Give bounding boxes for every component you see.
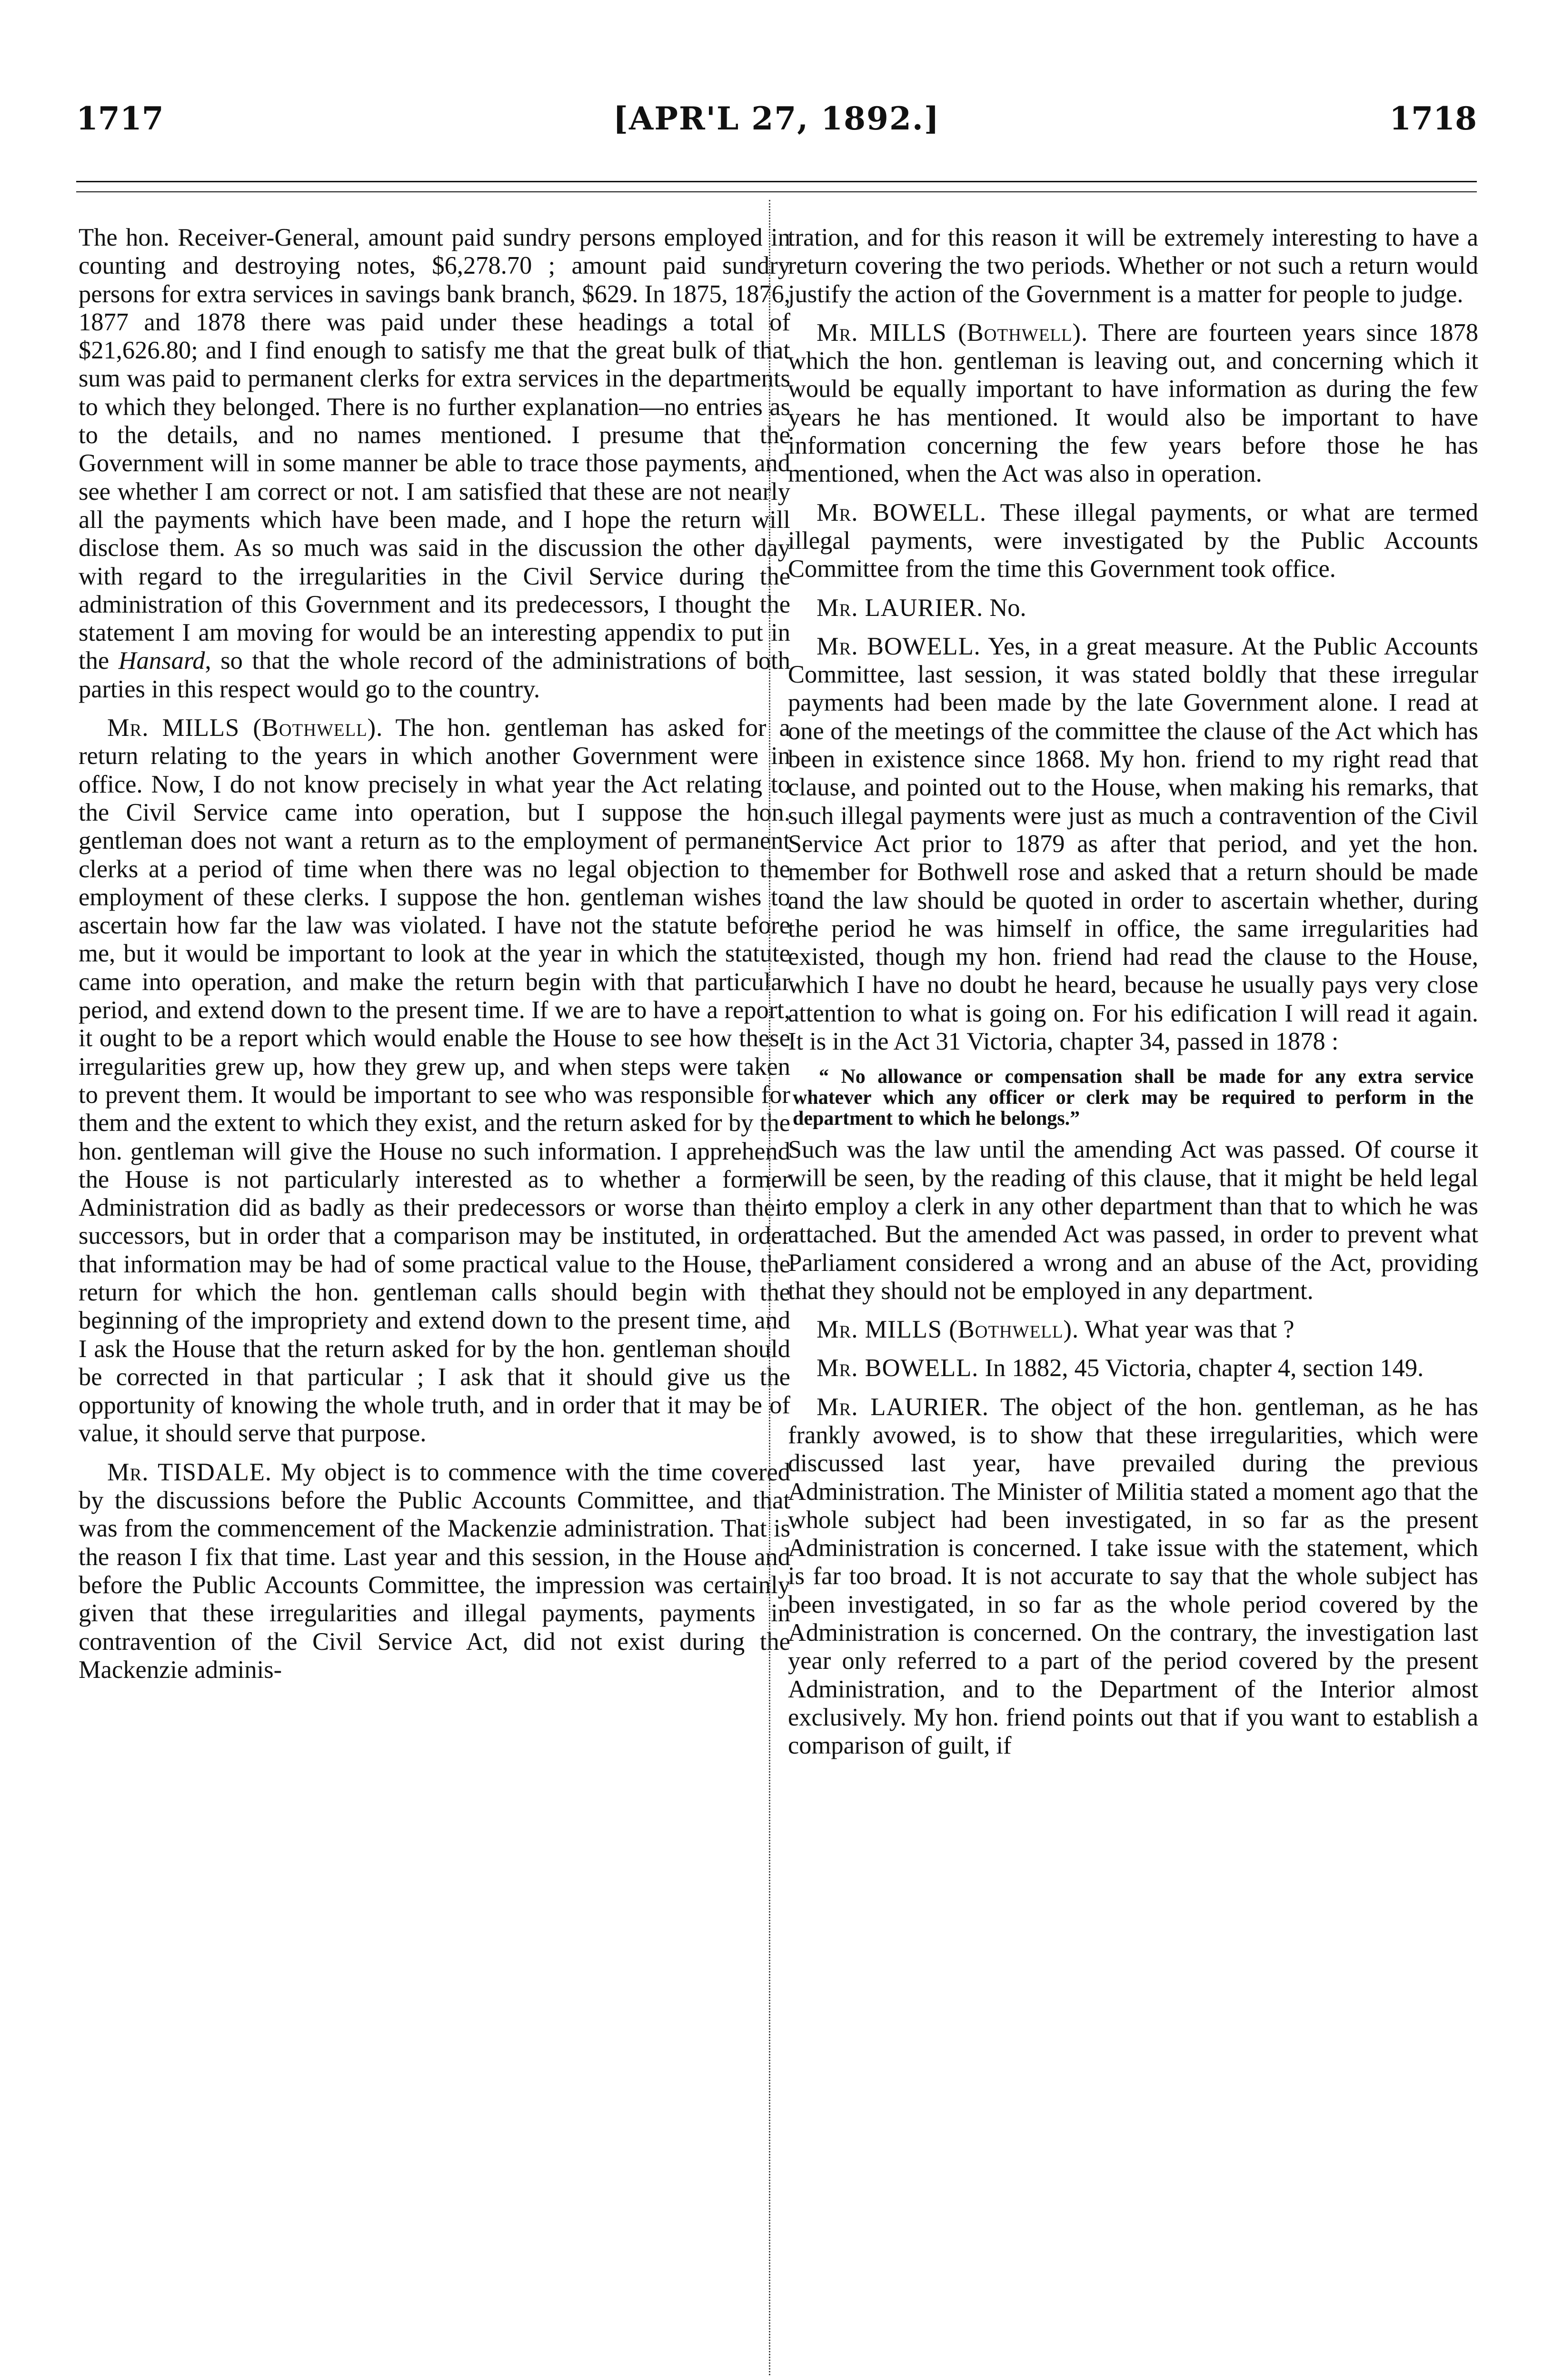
speaker-name: Mr. BOWELL. [816, 1354, 979, 1382]
page-number-left: 1717 [76, 100, 164, 137]
header-rule-top [76, 181, 1477, 182]
paragraph: Mr. MILLS (Bothwell). What year was that ? [816, 1316, 1294, 1344]
quoted-clause: “ No allowance or compensation shall be made for any extra service whatever which any officer or clerk may be required to perform in the department to which he belongs.” [793, 1066, 1473, 1130]
paragraph: Mr. BOWELL. Yes, in a great measure. At the Public Accounts Committee, last session, it was stated boldly that these irregular payments had been made by the late Government alone. I read at one of the meetings of the committee the clause of the Act which has been in existence since 1868. My hon. friend to my right read that clause, and pointed out to the House, when making his remarks, that such illegal payments were just as much a contravention of the Civil Service Act prior to 1879 as after that period, and yet the hon. member for Bothwell rose and asked that a return should be made and the law should be quoted in order to ascertain whether, during the period he was himself in office, the same irregularities had existed, though my hon. friend had read the clause to the House, which I have no doubt he heard, because he usually pays very close attention to what is going on. For his edification I will read it again. It is in the Act 31 Victoria, chapter 34, passed in 1878 : [788, 632, 1478, 1056]
paragraph: Such was the law until the amending Act was passed. Of course it will be seen, by the reading of this clause, that it might be held legal to employ a clerk in any other department than that to which he was attached. But the amended Act was passed, in order to prevent what Parliament considered a wrong and an abuse of the Act, providing that they should not be employed in any department. [788, 1136, 1478, 1305]
paragraph: Mr. MILLS (Bothwell). The hon. gentleman has asked for a return relating to the years in which another Government were in office. Now, I do not know precisely in what year the Act relating to the Civil Service came into operation, but I suppose the hon. gentleman does not want a return as to the employment of permanent clerks at a period of time when there was no legal objection to the employment of these clerks. I suppose the hon. gentleman wishes to ascertain how far the law was violated. I have not the statute before me, but it would be important to look at the year in which the statute came into operation, and make the return begin with that particular period, and extend down to the present time. If we are to have a report, it ought to be a report which would enable the House to see how these irregularities grew up, how they grew up, and when steps were taken to prevent them. It would be important to see who was responsible for them and the extent to which they exist, and the return asked for by the hon. gentleman will give the House no such information. I apprehend the House is not particularly interested as to whether a former Administration did as badly as their predecessors or worse than their successors, but in order that a comparison may be instituted, in order that information may be had of some practical value to the House, the return for which the hon. gentleman calls should begin with the beginning of the impropriety and extend down to the present time, and I ask the House that the return asked for by the hon. gentleman should be corrected in that particular ; I ask that it should give us the opportunity of knowing the whole truth, and in order that it may be of value, it should serve that purpose. [79, 714, 790, 1448]
paragraph: Mr. BOWELL. In 1882, 45 Victoria, chapter 4, section 149. [816, 1354, 1424, 1382]
date-heading: [APR'L 27, 1892.] [613, 100, 940, 137]
header-rule-bottom [76, 191, 1477, 192]
paragraph: Mr. LAURIER. The object of the hon. gentleman, as he has frankly avowed, is to show that these irregularities, which were discussed last year, have prevailed during the previous Administration. The Minister of Militia stated a moment ago that the whole subject had been investigated, in so far as the present Administration is concerned. I take issue with the statement, which is far too broad. It is not accurate to say that the whole subject has been investigated, in so far as the whole period covered by the Administration is concerned. On the contrary, the investigation last year only referred to a part of the period covered by the present Administration, and to the Department of the Interior almost exclusively. My hon. friend points out that if you want to establish a comparison of guilt, if [788, 1393, 1478, 1760]
speaker-name: Mr. TISDALE. [107, 1458, 272, 1486]
paragraph: The hon. Receiver-General, amount paid sundry persons employed in counting and destroying notes, $6,278.70 ; amount paid sundry persons for extra services in savings bank branch, $629. In 1875, 1876, 1877 and 1878 there was paid under these headings a total of $21,626.80; and I find enough to satisfy me that the great bulk of that sum was paid to permanent clerks for extra services in the departments to which they belonged. There is no further explanation—no entries as to the details, and no names mentioned. I presume that the Government will in some manner be able to trace those payments, and see whether I am correct or not. I am satisfied that these are not nearly all the payments which have been made, and I hope the return will disclose them. As so much was said in the discussion the other day with regard to the irregularities in the Civil Service during the administration of this Government and its predecessors, I thought the statement I am moving for would be an interesting appendix to put in the Hansard, so that the whole record of the administrations of both parties in this respect would go to the country. [79, 224, 790, 703]
speaker-name: Mr. LAURIER. [816, 594, 984, 622]
speaker-name: Mr. LAURIER. [816, 1393, 989, 1421]
hansard-italic: Hansard [118, 647, 205, 675]
paragraph: Mr. TISDALE. My object is to commence with the time covered by the discussions before the Public Accounts Committee, and that was from the commencement of the Mackenzie administration. That is the reason I fix that time. Last year and this session, in the House and before the Public Accounts Committee, the impression was certainly given that these irregularities and illegal payments, payments in contravention of the Civil Service Act, did not exist during the Mackenzie adminis- [79, 1458, 790, 1684]
speaker-name: Mr. BOWELL. [816, 632, 981, 660]
page-number-right: 1718 [1389, 100, 1477, 137]
left-column [79, 224, 790, 1695]
paragraph: Mr. BOWELL. These illegal payments, or what are termed illegal payments, were investigated by the Public Accounts Committee from the time this Government took office. [788, 498, 1478, 583]
speaker-name: Mr. BOWELL. [816, 498, 986, 526]
speaker-name: Mr. MILLS (Bothwell). [107, 714, 383, 742]
paragraph: tration, and for this reason it will be extremely interesting to have a return covering the two periods. Whether or not such a return would justify the action of the Government is a matter for people to judge. [788, 224, 1478, 308]
paragraph: Mr. LAURIER. No. [816, 594, 1026, 622]
right-column [788, 224, 1478, 1771]
speaker-name: Mr. MILLS (Bothwell). [816, 318, 1088, 347]
speaker-name: Mr. MILLS (Bothwell). [816, 1316, 1079, 1344]
column-divider [769, 200, 770, 2375]
paragraph: Mr. MILLS (Bothwell). There are fourteen years since 1878 which the hon. gentleman is leaving out, and concerning which it would be equally important to have information as during the few years he has mentioned. It would also be important to have information concerning the few years before those he has mentioned, when the Act was also in operation. [788, 318, 1478, 488]
page-header [76, 90, 1477, 148]
